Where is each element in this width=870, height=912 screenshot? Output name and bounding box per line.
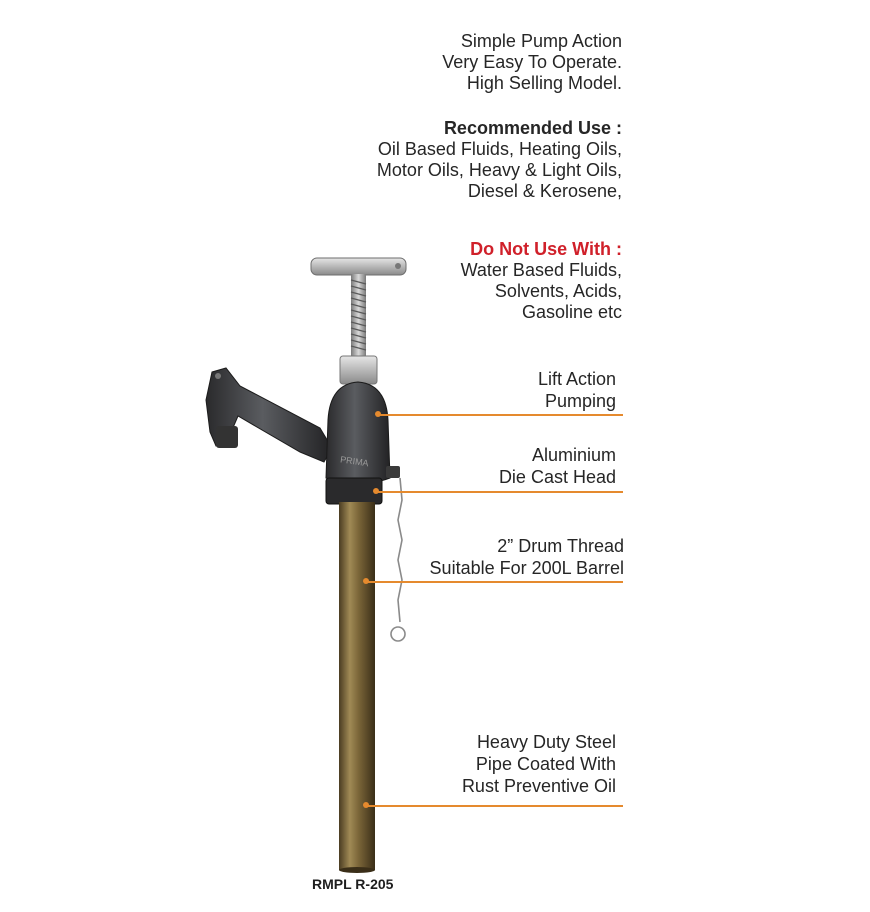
- leader-line: [379, 414, 623, 416]
- intro-text: [442, 31, 622, 94]
- do-not-use: [461, 239, 622, 323]
- leader-dot: [363, 802, 369, 808]
- intro-line: Simple Pump Action: [460, 31, 622, 51]
- callout-line: Pumping: [544, 391, 616, 411]
- recommended-use: [377, 118, 622, 202]
- recommended-heading: Recommended Use :: [443, 118, 622, 138]
- leader-dot: [375, 411, 381, 417]
- model-number: RMPL R-205: [312, 876, 394, 892]
- callout-line: Aluminium: [531, 445, 616, 465]
- head-marking: PRIMA: [339, 454, 370, 469]
- spout-arm: [206, 368, 332, 462]
- leader-line: [367, 805, 623, 807]
- threaded-rod: [351, 274, 366, 358]
- callout-line: Pipe Coated With: [475, 754, 616, 774]
- safety-chain: [391, 478, 405, 641]
- callout-line: Rust Preventive Oil: [461, 776, 616, 796]
- callout-line: Suitable For 200L Barrel: [429, 558, 624, 578]
- recommended-line: Diesel & Kerosene,: [467, 181, 622, 201]
- gland-nut: [340, 356, 377, 384]
- cast-head: [326, 382, 400, 504]
- recommended-line: Oil Based Fluids, Heating Oils,: [377, 139, 622, 159]
- leader-line: [377, 491, 623, 493]
- t-handle: [311, 258, 406, 275]
- intro-line: Very Easy To Operate.: [442, 52, 622, 72]
- callout-drum-thread: [430, 535, 624, 579]
- steel-pipe: [339, 502, 375, 873]
- callout-line: Heavy Duty Steel: [476, 732, 616, 752]
- callout-steel-pipe: [462, 731, 616, 797]
- callout-line: Die Cast Head: [498, 467, 616, 487]
- do-not-use-line: Gasoline etc: [521, 302, 622, 322]
- leader-dot: [363, 578, 369, 584]
- callout-lift-action: [538, 368, 616, 412]
- callout-line: Lift Action: [537, 369, 616, 389]
- do-not-use-heading: Do Not Use With :: [470, 239, 622, 259]
- do-not-use-line: Water Based Fluids,: [460, 260, 622, 280]
- leader-line: [367, 581, 623, 583]
- callout-die-cast-head: [499, 444, 616, 488]
- leader-dot: [373, 488, 379, 494]
- intro-line: High Selling Model.: [466, 73, 622, 93]
- do-not-use-line: Solvents, Acids,: [494, 281, 622, 301]
- recommended-line: Motor Oils, Heavy & Light Oils,: [376, 160, 622, 180]
- callout-line: 2” Drum Thread: [497, 536, 624, 556]
